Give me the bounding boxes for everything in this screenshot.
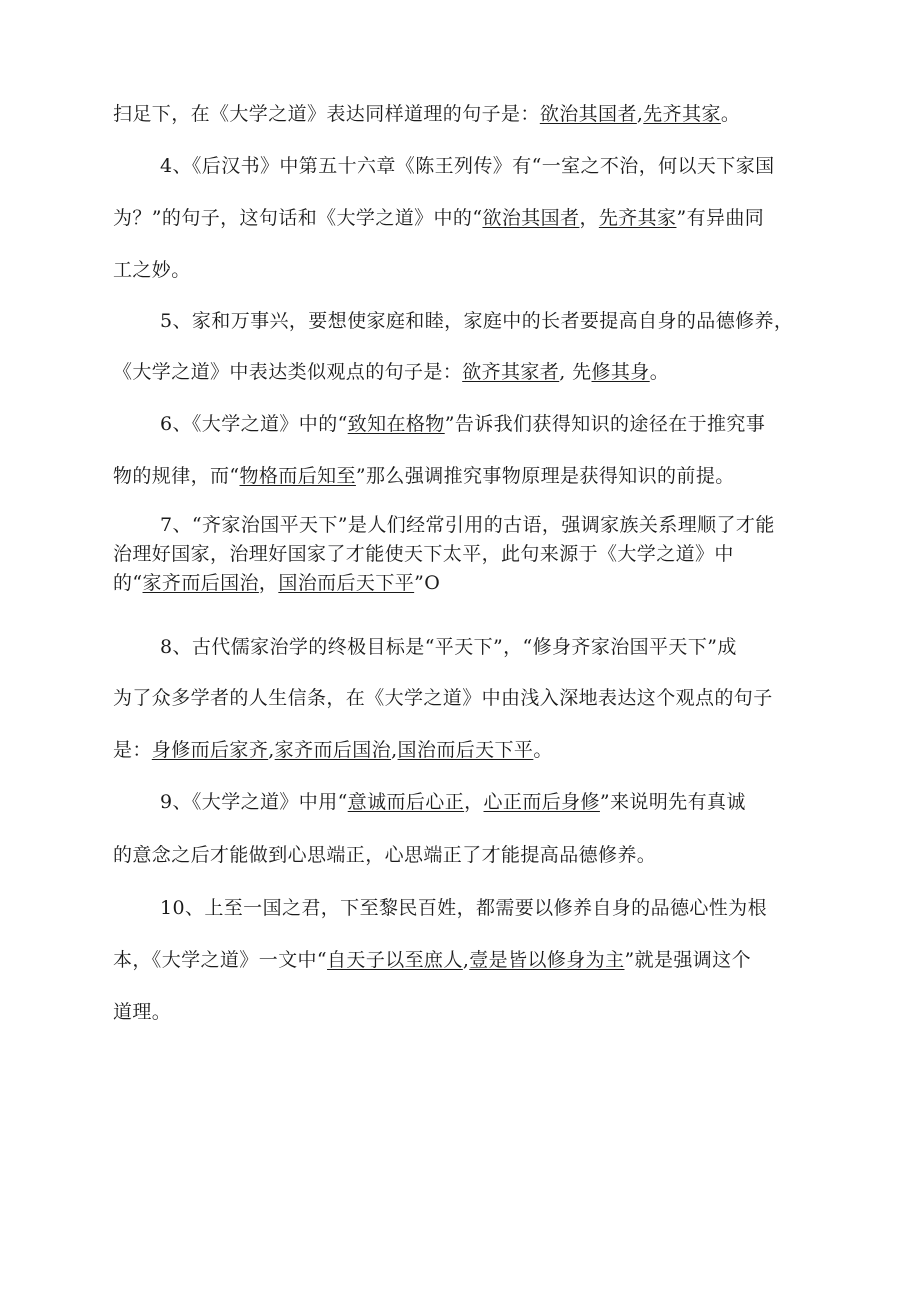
- p8-line-3: [113, 738, 553, 762]
- text-run: ,: [391, 739, 398, 761]
- p7-line-3: [113, 571, 440, 595]
- text-run: 扫足下，在《大学之道》表达同样道理的句子是：: [113, 103, 540, 125]
- underlined-quote: 欲齐其家者: [462, 361, 560, 383]
- p6-line-1: [160, 412, 765, 436]
- underlined-quote: 欲治其国者: [482, 207, 580, 229]
- p8-line-1: 8、古代儒家治学的终极目标是“平天下”，“修身齐家治国平天下”成: [160, 636, 737, 658]
- underlined-quote: 修其身: [591, 361, 650, 383]
- underlined-quote: 意诚而后心正: [347, 791, 465, 813]
- text-run: 6、《大学之道》中的“: [160, 413, 348, 435]
- underlined-quote: 致知在格物: [347, 413, 445, 435]
- p6-line-2: [113, 464, 735, 488]
- p7-line-1: 7、“齐家治国平天下”是人们经常引用的古语，强调家族关系理顺了才能: [160, 514, 775, 536]
- underlined-quote: 先齐其家: [598, 207, 677, 229]
- p10-line-1: 10、上至一国之君，下至黎民百姓，都需要以修养自身的品德心性为根: [160, 897, 767, 919]
- p10-line-3: 道理。: [113, 1001, 172, 1023]
- underlined-quote: 家齐而后国治: [274, 739, 392, 761]
- text-run: ”有异曲同: [676, 207, 765, 229]
- text-run: ”那么强调推究事物原理是获得知识的前提。: [355, 465, 735, 487]
- underlined-quote: 心正而后身修: [483, 791, 600, 813]
- p8-line-2: 为了众多学者的人生信条，在《大学之道》中由浅入深地表达这个观点的句子: [113, 687, 773, 709]
- text-run: 为？”的句子，这句话和《大学之道》中的“: [113, 207, 483, 229]
- text-run: ，: [579, 207, 599, 229]
- p9-line-1: [160, 790, 746, 814]
- p4-line-2: [113, 206, 764, 230]
- p5-line-1: 5、家和万事兴，要想使家庭和睦，家庭中的长者要提高自身的品德修养，: [160, 310, 794, 332]
- text-run: ”就是强调这个: [624, 949, 751, 971]
- underlined-quote: 国治而后天下平: [278, 572, 415, 594]
- p9-line-2: 的意念之后才能做到心思端正，心思端正了才能提高品德修养。: [113, 844, 657, 866]
- text-run: 。: [720, 103, 741, 125]
- p4-line-3: 工之妙。: [113, 259, 191, 281]
- text-run: , 先: [559, 361, 592, 383]
- text-run: 物的规律，而“: [113, 465, 240, 487]
- text-run: 。: [649, 361, 670, 383]
- p4-line-1: 4、《后汉书》中第五十六章《陈王列传》有“一室之不治，何以天下家国: [160, 155, 775, 177]
- underlined-quote: 欲治其国者: [539, 103, 637, 125]
- underlined-quote: 国治而后天下平: [397, 739, 534, 761]
- p10-line-2: [113, 948, 751, 972]
- underlined-quote: 壹是皆以修身为主: [469, 949, 625, 971]
- text-run: ,: [636, 103, 644, 125]
- underlined-quote: 身修而后家齐: [151, 739, 269, 761]
- underlined-quote: 物格而后知至: [239, 465, 356, 487]
- underlined-quote: 先齐其家: [643, 103, 721, 125]
- text-run: ，: [258, 572, 279, 594]
- p5-line-2: [113, 360, 669, 384]
- text-run: 是：: [113, 739, 152, 761]
- p3-line-1: [113, 102, 740, 126]
- p7-line-2: 治理好国家，治理好国家了才能使天下太平，此句来源于《大学之道》中: [113, 543, 734, 565]
- text-run: ”来说明先有真诚: [599, 791, 746, 813]
- underlined-quote: 家齐而后国治: [142, 572, 259, 594]
- text-run: ,: [268, 739, 275, 761]
- underlined-quote: 自天子以至庶人: [327, 949, 463, 971]
- text-run: ”告诉我们获得知识的途径在于推究事: [444, 413, 766, 435]
- text-run: 的“: [113, 572, 143, 594]
- text-run: ”O: [414, 572, 441, 594]
- text-run: 本，《大学之道》一文中“: [113, 949, 328, 971]
- text-run: 。: [533, 739, 553, 761]
- text-run: 《大学之道》中表达类似观点的句子是：: [113, 361, 463, 383]
- text-run: 9、《大学之道》中用“: [160, 791, 348, 813]
- text-run: ，: [464, 791, 484, 813]
- text-run: ,: [462, 949, 470, 971]
